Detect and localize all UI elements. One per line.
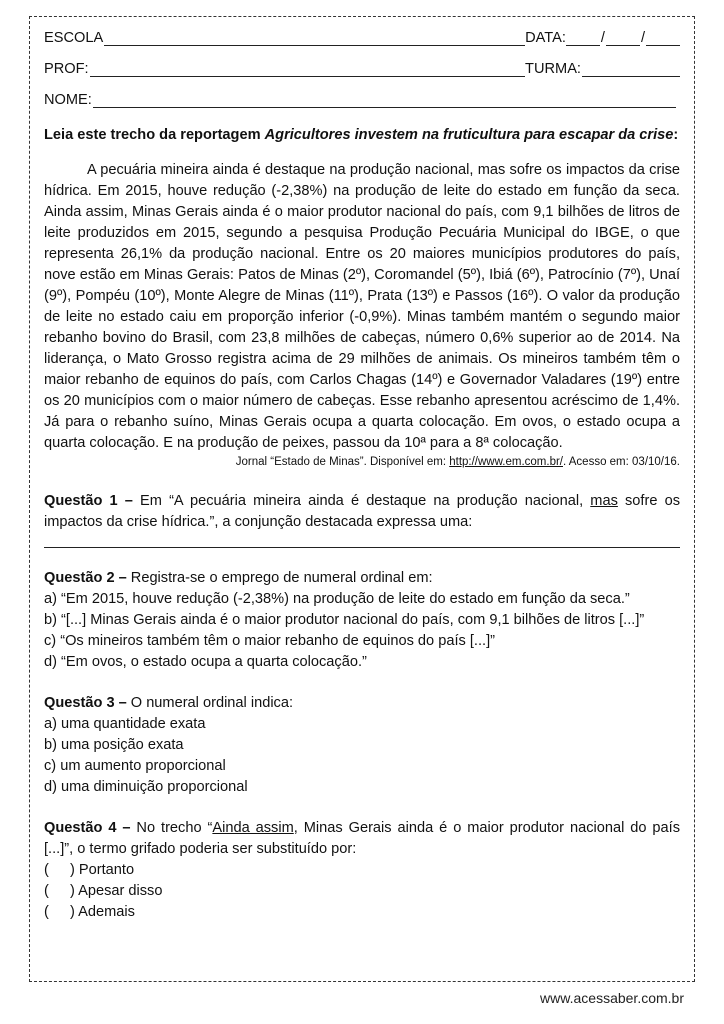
question-1-before: Em “A pecuária mineira ainda é destaque na produção nacional,: [132, 493, 591, 509]
nome-label: NOME:: [44, 92, 92, 108]
intro-colon: :: [673, 127, 679, 143]
question-4-label: Questão 4 –: [44, 820, 131, 836]
checkbox-option-ademais[interactable]: [44, 902, 680, 923]
date-day-field[interactable]: [566, 30, 600, 46]
worksheet: [44, 28, 680, 923]
question-1-label: Questão 1 –: [44, 493, 133, 509]
question-2-label: Questão 2 –: [44, 570, 127, 586]
option-label: ) Ademais: [70, 904, 135, 920]
question-1-text: [44, 491, 680, 533]
date-month-field[interactable]: [606, 30, 640, 46]
checkbox-paren[interactable]: (: [44, 904, 49, 920]
footer-site: www.acessaber.com.br: [540, 990, 684, 1006]
turma-label: TURMA:: [525, 61, 581, 77]
checkbox-paren[interactable]: (: [44, 883, 49, 899]
header-row-nome: [44, 90, 680, 111]
nome-field[interactable]: [93, 92, 676, 108]
underlined-term: Ainda assim: [212, 820, 294, 836]
checkbox-paren[interactable]: (: [44, 862, 49, 878]
option-c[interactable]: c) “Os mineiros também têm o maior rebanho de equinos do país [...]”: [44, 633, 495, 649]
escola-field[interactable]: [104, 30, 525, 46]
reading-instruction: [44, 125, 680, 146]
article-source: [44, 454, 680, 471]
option-b[interactable]: b) uma posição exata: [44, 737, 184, 753]
option-d[interactable]: d) uma diminuição proporcional: [44, 779, 248, 795]
source-link[interactable]: http://www.em.com.br/: [449, 456, 563, 468]
data-label: DATA:: [525, 30, 566, 46]
question-4-before: No trecho “: [130, 820, 213, 836]
prof-label: PROF:: [44, 61, 89, 77]
question-2: [44, 568, 680, 673]
question-3: [44, 693, 680, 798]
checkbox-option-portanto[interactable]: [44, 860, 680, 881]
date-year-field[interactable]: [646, 30, 680, 46]
question-1-after: sofre os impactos da crise hídrica.”, a conjunção destacada expressa uma:: [44, 493, 681, 530]
turma-field[interactable]: [582, 61, 680, 77]
option-a[interactable]: a) uma quantidade exata: [44, 716, 206, 732]
intro-text: Leia este trecho da reportagem: [44, 127, 265, 143]
question-3-label: Questão 3 –: [44, 695, 127, 711]
question-4-after: , Minas Gerais ainda é o maior produtor nacional do país [...]”, o termo grifado poderia ser substituído por:: [44, 820, 680, 857]
article-text: A pecuária mineira ainda é destaque na produção nacional, mas sofre os impactos da crise hídrica. Em 2015, houve redução (-2,38%) na produção de leite do estado em função da seca. Ainda assim, Minas Gerais ainda é o maior produtor nacional do país, com 9,1 bilhões de litros de leite produzidos em 2015, segundo a pesquisa Produção Pecuária Municipal do IBGE, o que representa 26,1% da produção nacional. Entre os 20 maiores municípios produtores do país, nove estão em Minas Gerais: Patos de Minas (2º), Coromandel (5º), Ibiá (6º), Patrocínio (7º), Unaí (9º), Pompéu (10º), Monte Alegre de Minas (11º), Prata (13º) e Passos (16º). O valor da produção de leite no estado caiu em proporção inferior (-0,9%). Minas também mantém o segundo maior rebanho bovino do Brasil, com 23,8 milhões de cabeças, número 0,6% superior ao de 2014. Na liderança, o Mato Grosso registra acima de 29 milhões de animais. Os mineiros também têm o maior rebanho de equinos do país, com Carlos Chagas (14º) e Governador Valadares (19º) entre os 20 municípios com o maior número de cabeças. Esse rebanho apresentou acréscimo de 1,4%. Já para o rebanho suíno, Minas Gerais ocupa a quarta colocação. Em ovos, o estado ocupa a quarta colocação. E na produção de peixes, passou da 10ª para a 8ª colocação.: [44, 162, 680, 451]
article-title: Agricultores investem na fruticultura para escapar da crise: [264, 127, 674, 143]
escola-label: ESCOLA: [44, 30, 104, 46]
question-2-text: Registra-se o emprego de numeral ordinal em:: [126, 570, 433, 586]
option-label: ) Apesar disso: [70, 883, 163, 899]
checkbox-option-apesar-disso[interactable]: [44, 881, 680, 902]
question-4: [44, 818, 680, 923]
answer-line[interactable]: [44, 533, 680, 548]
source-text: Jornal “Estado de Minas”. Disponível em:: [235, 456, 450, 468]
question-1: [44, 491, 680, 548]
header-row-escola: ESCOLA DATA: / /: [44, 28, 680, 49]
prof-field[interactable]: [90, 61, 525, 77]
option-label: ) Portanto: [70, 862, 135, 878]
source-access-date: . Acesso em: 03/10/16.: [563, 456, 680, 468]
option-a[interactable]: a) “Em 2015, houve redução (-2,38%) na produção de leite do estado em função da seca.”: [44, 591, 630, 607]
option-c[interactable]: c) um aumento proporcional: [44, 758, 226, 774]
question-3-text: O numeral ordinal indica:: [126, 695, 294, 711]
underlined-conjunction: mas: [590, 493, 618, 509]
option-b[interactable]: b) “[...] Minas Gerais ainda é o maior produtor nacional do país, com 9,1 bilhões de litros [...]”: [44, 612, 645, 628]
header-row-prof: [44, 59, 680, 80]
option-d[interactable]: d) “Em ovos, o estado ocupa a quarta colocação.”: [44, 654, 367, 670]
question-4-text: [44, 818, 680, 860]
